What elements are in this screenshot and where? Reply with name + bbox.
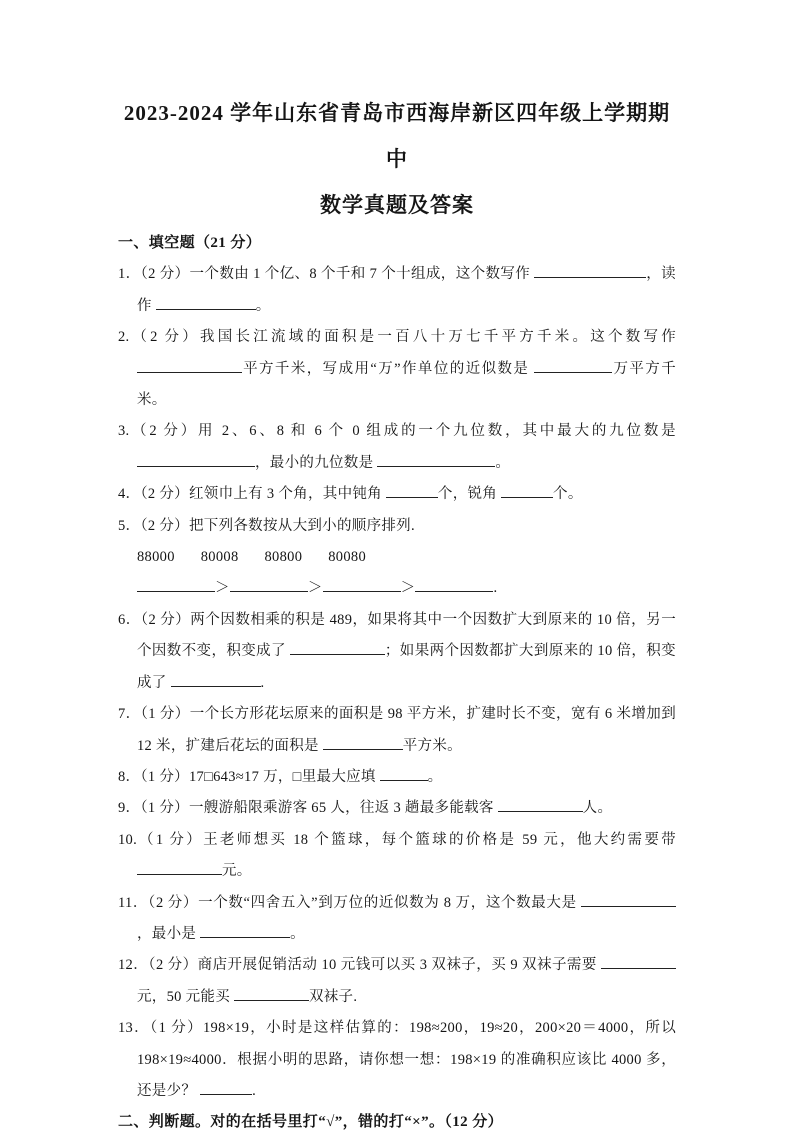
question: 6．（2 分）两个因数相乘的积是 489，如果将其中一个因数扩大到原来的 10 倍，另一个因数不变，积变成了 ；如果两个因数都扩大到原来的 10 倍，积变成了 . bbox=[118, 611, 676, 691]
answer-blank bbox=[230, 578, 308, 592]
question: 5．（2 分）把下列各数按从大到小的顺序排列. 88000 80008 80800 80080 ＞ ＞ ＞ . bbox=[118, 517, 498, 597]
question: 2.（2 分）我国长江流域的面积是一百八十万七千平方千米。这个数写作 平方千米，写成用“万”作单位的近似数是 万平方千米。 bbox=[118, 329, 677, 409]
answer-blank bbox=[323, 578, 401, 592]
answer-blank bbox=[501, 484, 553, 498]
answer-blank bbox=[386, 484, 438, 498]
answer-blank bbox=[156, 296, 256, 310]
answer-blank bbox=[534, 359, 612, 373]
question: 3.（2 分）用 2、6、8 和 6 个 0 组成的一个九位数，其中最大的九位数是 ，最小的九位数是 。 bbox=[118, 423, 676, 471]
answer-blank bbox=[234, 987, 309, 1001]
answer-blank bbox=[137, 578, 215, 592]
section-1-heading: 一、填空题（21 分） bbox=[118, 235, 262, 251]
question: 13．（1 分）198×19，小时是这样估算的：198≈200，19≈20，200×20＝4000，所以 198×19≈4000．根据小明的思路，请你想一想：198×19 的准确积应该比 4000 多，还是少？ . bbox=[118, 1020, 676, 1099]
answer-blank bbox=[377, 453, 495, 467]
title-line-2: 数学真题及答案 bbox=[320, 193, 474, 217]
answer-blank bbox=[171, 673, 261, 687]
answer-blank bbox=[581, 893, 676, 907]
question: 7．（1 分）一个长方形花坛原来的面积是 98 平方米，扩建时长不变，宽有 6 米增加到 12 米，扩建后花坛的面积是 平方米。 bbox=[118, 706, 676, 754]
answer-blank bbox=[290, 641, 385, 655]
answer-blank bbox=[137, 861, 222, 875]
question: 4．（2 分）红领巾上有 3 个角，其中钝角 个，锐角 个。 bbox=[118, 486, 583, 503]
question: 1．（2 分）一个数由 1 个亿、8 个千和 7 个十组成，这个数写作 ，读作 。 bbox=[118, 266, 676, 314]
answer-blank bbox=[137, 359, 242, 373]
number-gap bbox=[175, 560, 201, 561]
question: 10.（1 分）王老师想买 18 个篮球，每个篮球的价格是 59 元，他大约需要带 元。 bbox=[118, 831, 676, 880]
question: 8．（1 分）17□643≈17 万，□里最大应填 。 bbox=[118, 768, 443, 785]
number-gap bbox=[302, 560, 328, 561]
answer-blank bbox=[380, 767, 428, 781]
answer-blank bbox=[200, 924, 290, 938]
section-2-heading: 二、判断题。对的在括号里打“√”，错的打“×”。（12 分） bbox=[118, 1114, 504, 1131]
answer-blank bbox=[534, 264, 646, 278]
question: 12．（2 分）商店开展促销活动 10 元钱可以买 3 双袜子，买 9 双袜子需要 元，50 元能买 双袜子. bbox=[118, 950, 676, 1013]
answer-blank bbox=[137, 453, 255, 467]
question-list bbox=[118, 259, 676, 1107]
page-title bbox=[118, 90, 676, 228]
title-line-1: 2023-2024 学年山东省青岛市西海岸新区四年级上学期期中 bbox=[123, 101, 671, 171]
answer-blank bbox=[601, 955, 676, 969]
answer-blank bbox=[498, 798, 583, 812]
answer-blank bbox=[415, 578, 493, 592]
answer-blank bbox=[200, 1081, 252, 1095]
number-gap bbox=[239, 560, 265, 561]
answer-blank bbox=[323, 736, 403, 750]
question: 9．（1 分）一艘游船限乘游客 65 人，往返 3 趟最多能载客 人。 bbox=[118, 800, 613, 817]
question: 11．（2 分）一个数“四舍五入”到万位的近似数为 8 万，这个数最大是 ，最小是 。 bbox=[118, 888, 676, 951]
